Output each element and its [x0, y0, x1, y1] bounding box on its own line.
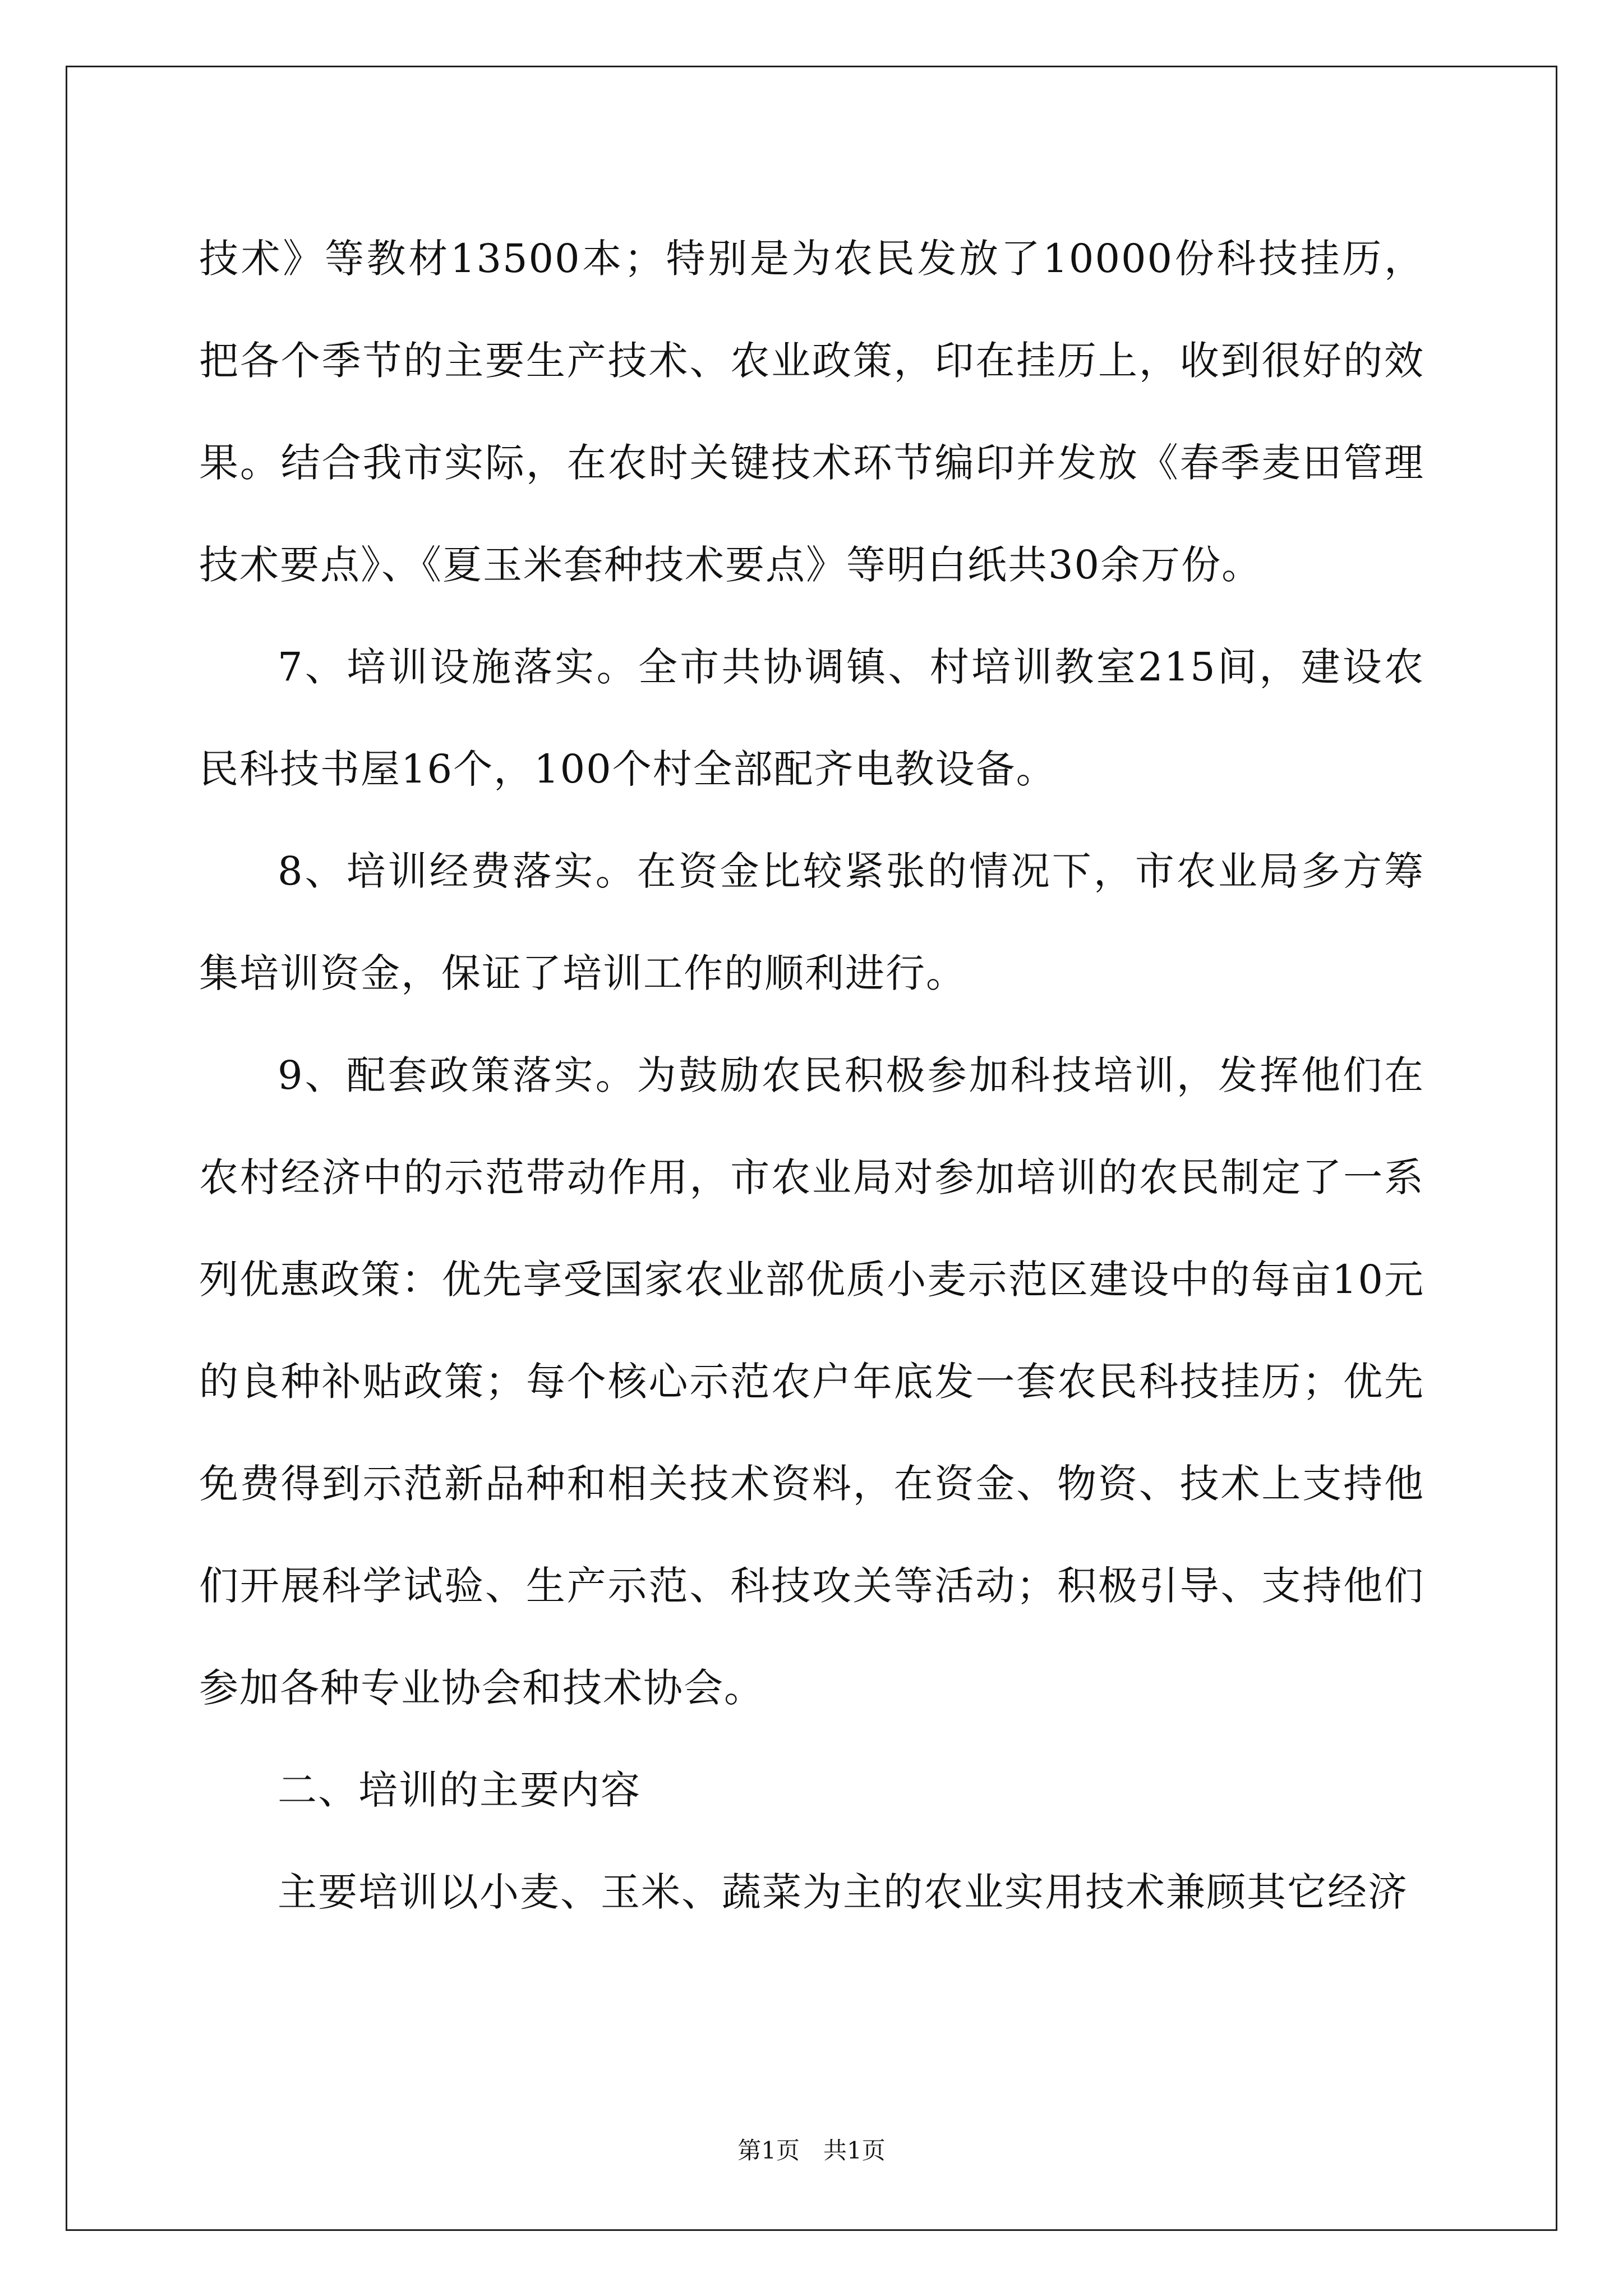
paragraph-item-8: 8、培训经费落实。在资金比较紧张的情况下，市农业局多方筹集培训资金，保证了培训工作的顺利进行。 [199, 848, 1424, 996]
paragraph-item-7: 7、培训设施落实。全市共协调镇、村培训教室215间，建设农民科技书屋16个，100个村全部配齐电教设备。 [199, 644, 1424, 792]
paragraph-item-9: 9、配套政策落实。为鼓励农民积极参加科技培训，发挥他们在农村经济中的示范带动作用，市农业局对参加培训的农民制定了一系列优惠政策：优先享受国家农业部优质小麦示范区建设中的每亩10元的良种补贴政策；每个核心示范农户年底发一套农民科技挂历；优先免费得到示范新品种和相关技术资料，在资金、物资、技术上支持他们开展科学试验、生产示范、科技攻关等活动；积极引导、支持他们参加各种专业协会和技术协会。 [199, 1052, 1424, 1711]
paragraph-continuation: 技术》等教材13500本；特别是为农民发放了10000份科技挂历，把各个季节的主要生产技术、农业政策，印在挂历上，收到很好的效果。结合我市实际，在农时关键技术环节编印并发放《春季麦田管理技术要点》、《夏玉米套种技术要点》等明白纸共30余万份。 [199, 236, 1424, 588]
document-body [199, 208, 1424, 1943]
section-heading-2: 二、培训的主要内容 [278, 1767, 641, 1813]
paragraph-main-content: 主要培训以小麦、玉米、蔬菜为主的农业实用技术兼顾其它经济 [278, 1869, 1408, 1915]
page-number-footer: 第1页 共1页 [737, 2137, 886, 2164]
